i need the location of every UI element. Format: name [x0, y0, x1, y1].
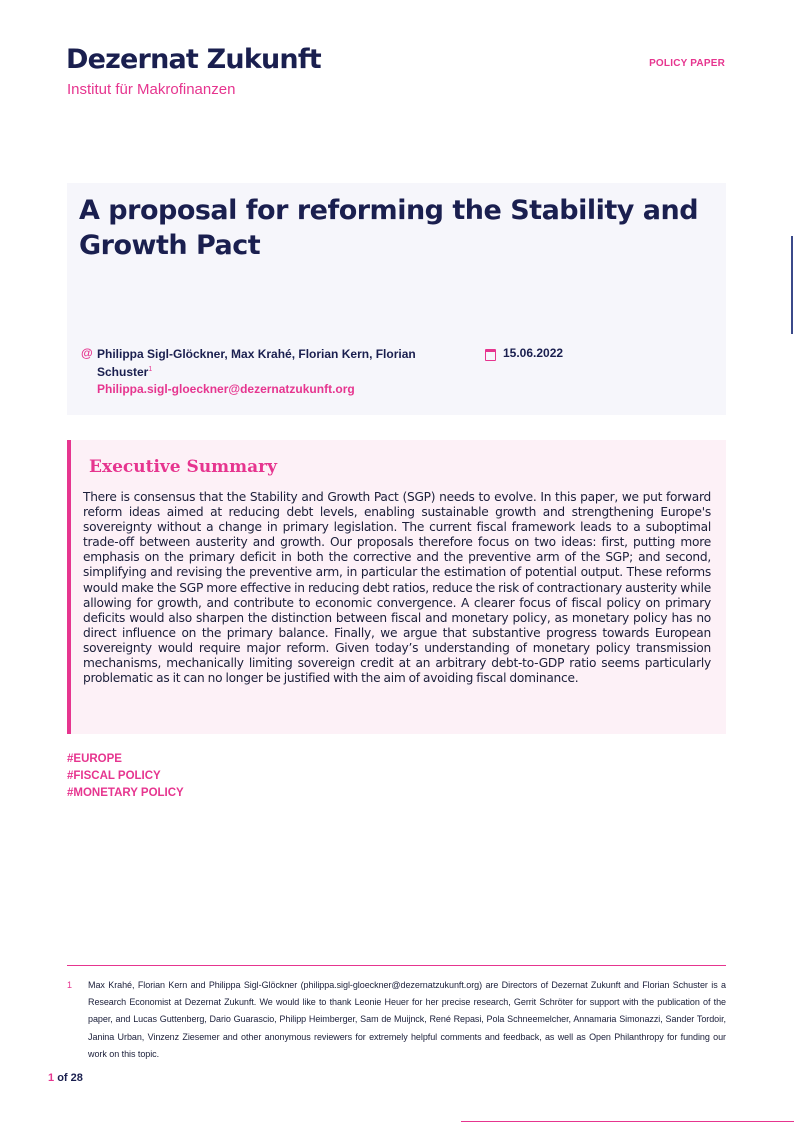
contact-email[interactable]: Philippa.sigl-gloeckner@dezernatzukunft.org [97, 382, 355, 396]
publication-date: 15.06.2022 [503, 346, 564, 360]
footnote-text: Max Krahé, Florian Kern and Philippa Sigl-Glöckner (philippa.sigl-gloeckner@dezernatzukunft.org) are Directors of Dezernat Zukunft and Florian Schuster is a Research Economist at Dezernat Zukunft. We would like to thank Leonie Heuer for her precise research, Gerrit Schröter for support with the publication of the paper, and Lucas Guttenberg, Dario Guarascio, Philipp Heimberger, Sam de Muijnck, René Repasi, Pola Schneemelcher, Annamaria Simonazzi, Sander Tordoir, Janina Urban, Vinzenz Ziesemer and other anonymous reviewers for extremely helpful comments and feedback, as well as Open Philanthropy for funding our work on this topic. [88, 980, 726, 1059]
edge-marker [791, 236, 793, 334]
logo-subtitle: Institut für Makrofinanzen [67, 81, 236, 98]
summary-text: There is consensus that the Stability and Growth Pact (SGP) needs to evolve. In this paper, we put forward reform ideas aimed at reducing debt levels, enabling sustainable growth and strengthening Europe's sovereignty without a change in primary legislation. The current fiscal framework leads to a suboptimal trade-off between austerity and growth. Our proposals therefore focus on two ideas: first, putting more emphasis on the primary deficit in both the corrective and the preventive arm of the SGP; and second, simplifying and revising the preventive arm, in particular the estimation of potential output. These reforms would make the SGP more effective in reducing debt ratios, reduce the risk of contractionary austerity while allowing for growth, and contribute to economic convergence. A clearer focus of fiscal policy on primary deficits would also sharpen the distinction between fiscal and monetary policy, as monetary policy has no direct influence on the primary balance. Finally, we argue that substantive progress towards European sovereignty would require major reform. Given today’s understanding of monetary policy transmission mechanisms, mechanically limiting sovereign credit at an arbitrary debt-to-GDP ratio seems particularly problematic as it can no longer be justified with the aim of avoiding fiscal dominance. [83, 490, 711, 686]
title-block [67, 183, 726, 415]
footnote-divider [67, 965, 726, 966]
tag-europe[interactable]: #EUROPE [67, 753, 122, 765]
author-list [97, 346, 417, 380]
footnote-number: 1 [67, 980, 73, 990]
current-page: 1 [48, 1072, 55, 1084]
document-type-label: POLICY PAPER [649, 58, 725, 69]
page-number [48, 1072, 83, 1084]
page-total: of 28 [57, 1072, 83, 1084]
tag-monetary-policy[interactable]: #MONETARY POLICY [67, 787, 184, 799]
summary-accent-bar [67, 440, 71, 734]
bottom-divider [461, 1121, 794, 1122]
at-icon: @ [81, 346, 93, 360]
author-footnote-ref[interactable]: 1 [148, 366, 153, 373]
tag-fiscal-policy[interactable]: #FISCAL POLICY [67, 770, 161, 782]
paper-title: A proposal for reforming the Stability and Growth Pact [79, 195, 699, 261]
executive-summary-box [67, 440, 726, 734]
summary-heading: Executive Summary [89, 457, 278, 477]
tag-list [67, 751, 184, 802]
calendar-icon [485, 349, 496, 361]
logo-wordmark: Dezernat Zukunft [66, 44, 321, 75]
author-names: Philippa Sigl-Glöckner, Max Krahé, Florian Kern, Florian Schuster [97, 347, 416, 379]
